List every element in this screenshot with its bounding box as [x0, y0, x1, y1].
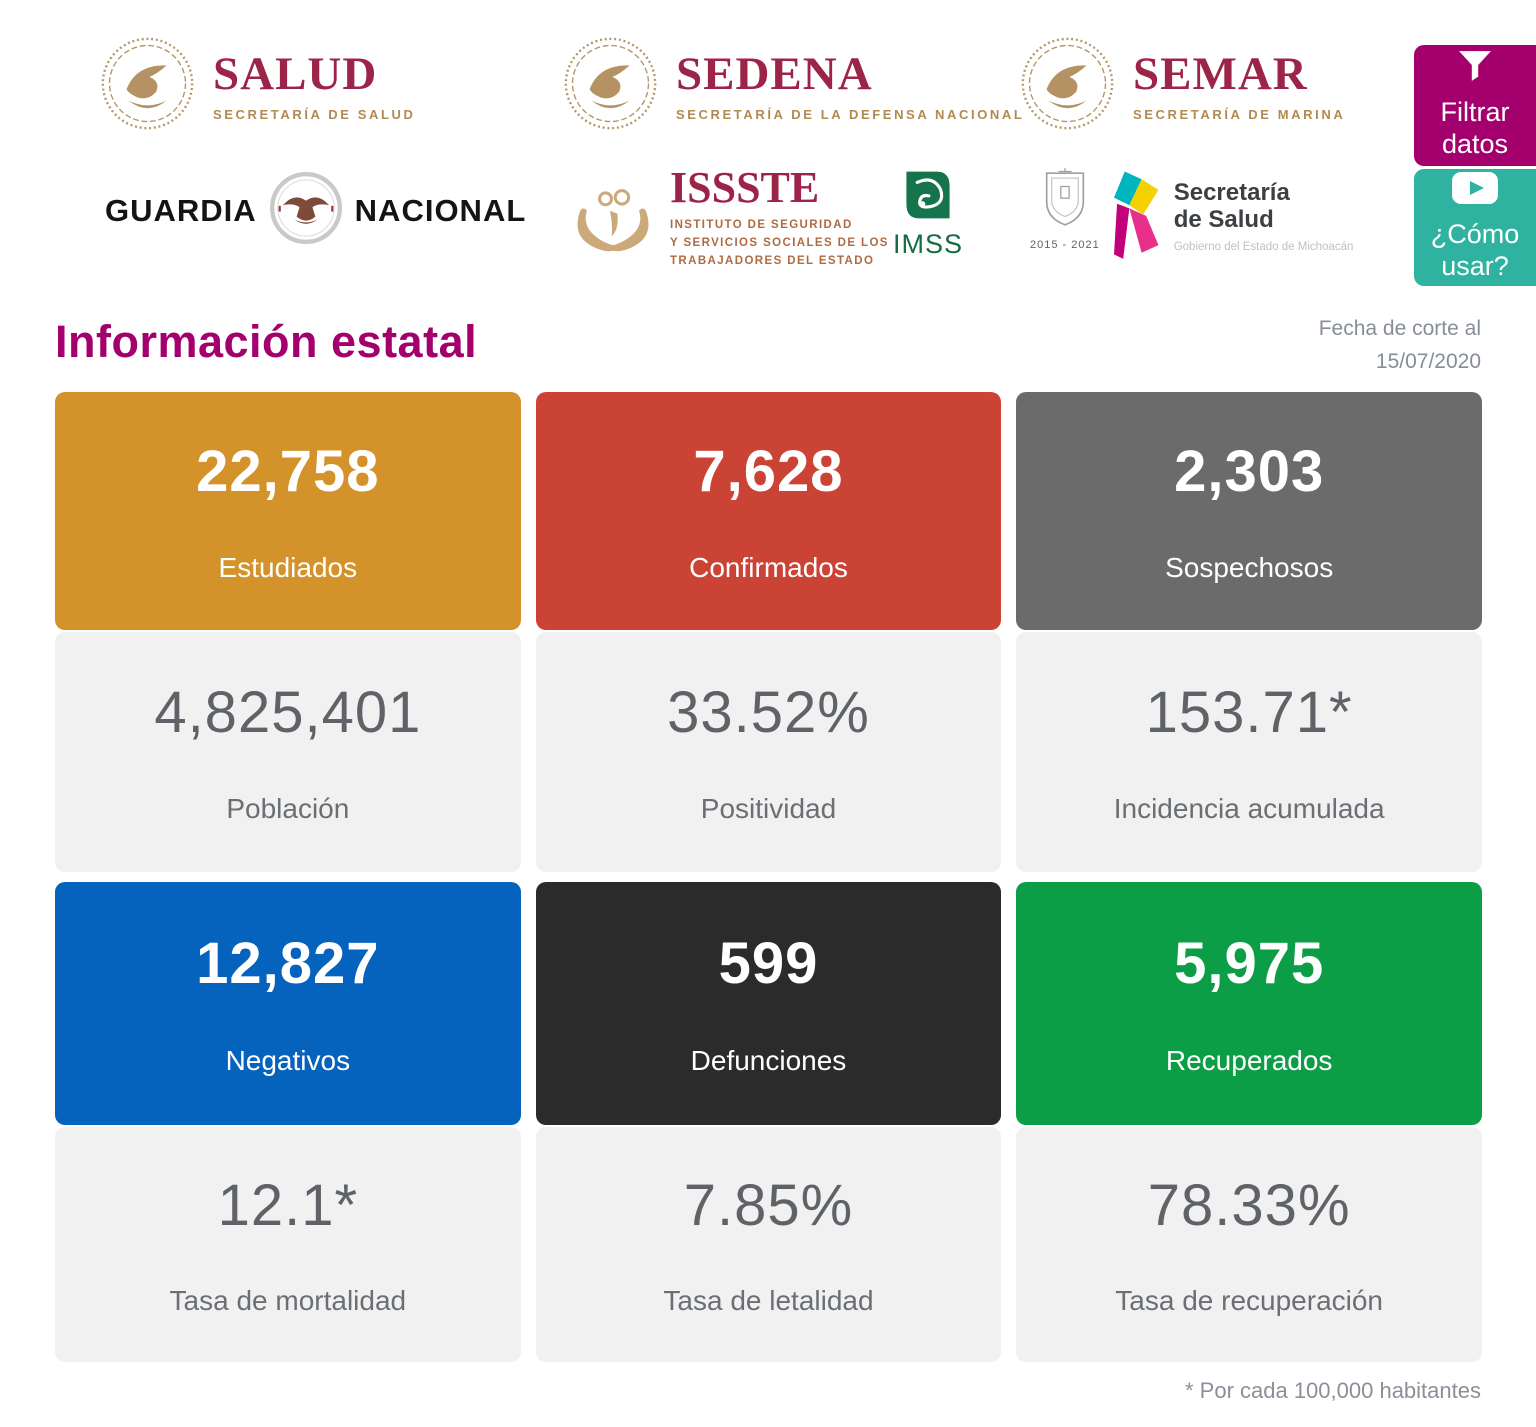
issste-subtitle-line1: INSTITUTO DE SEGURIDAD	[670, 219, 853, 231]
stat-label: Positividad	[700, 793, 837, 824]
mexico-eagle-seal-icon	[1020, 36, 1115, 136]
stat-value: 5,975	[1174, 931, 1325, 996]
guardia-word: GUARDIA	[105, 192, 257, 228]
stat-value: 7.85%	[683, 1173, 854, 1239]
logo-salud	[100, 36, 416, 136]
filter-data-label: Filtrar datos	[1440, 96, 1510, 160]
mexico-eagle-seal-icon	[100, 36, 195, 136]
stat-card-tasa-mortalidad	[55, 1127, 521, 1362]
imss-emblem-icon	[901, 168, 955, 227]
stat-label: Tasa de recuperación	[1115, 1284, 1384, 1316]
stat-card-confirmados	[536, 392, 1002, 630]
michoacan-crest-icon	[1040, 168, 1090, 235]
cutoff-date	[1319, 313, 1481, 378]
imss-wordmark: IMSS	[893, 229, 964, 259]
stat-card-negativos	[55, 882, 521, 1125]
michoacan-years: 2015 - 2021	[1030, 239, 1100, 251]
stat-value: 33.52%	[667, 680, 870, 745]
stat-label: Recuperados	[1165, 1045, 1333, 1076]
stat-label: Tasa de letalidad	[663, 1284, 874, 1316]
stat-card-sospechosos	[1016, 392, 1482, 630]
stat-value: 78.33%	[1147, 1173, 1351, 1239]
stat-card-positividad	[536, 632, 1002, 872]
stat-value: 2,303	[1174, 439, 1325, 505]
stat-value: 7,628	[693, 439, 844, 505]
michoacan-salud-line1: Secretaría	[1173, 179, 1290, 206]
nacional-word: NACIONAL	[354, 192, 527, 228]
stat-value: 4,825,401	[154, 680, 422, 745]
page-title: Información estatal	[55, 316, 478, 367]
guardia-nacional-seal-icon	[270, 172, 342, 249]
stats-grid	[55, 392, 1482, 1362]
stat-value: 153.71*	[1145, 680, 1353, 745]
stat-label: Sospechosos	[1165, 551, 1334, 583]
stat-label: Confirmados	[689, 551, 848, 583]
stat-card-tasa-letalidad	[536, 1127, 1002, 1362]
stat-label: Negativos	[225, 1045, 351, 1076]
stat-card-poblacion	[55, 632, 521, 872]
logo-semar	[1020, 36, 1345, 136]
stats-column-1	[55, 392, 521, 1362]
per-100k-footnote: * Por cada 100,000 habitantes	[1184, 1378, 1481, 1403]
issste-subtitle-line3: TRABAJADORES DEL ESTADO	[670, 254, 875, 267]
stat-card-estudiados	[55, 392, 521, 630]
stat-label: Incidencia acumulada	[1113, 793, 1385, 824]
stat-label: Estudiados	[218, 551, 358, 583]
salud-wordmark: SALUD	[213, 47, 378, 100]
sedena-wordmark: SEDENA	[676, 47, 873, 100]
issste-wordmark: ISSSTE	[670, 163, 820, 212]
semar-subtitle: SECRETARÍA DE MARINA	[1133, 106, 1346, 122]
stat-value: 12.1*	[217, 1173, 359, 1239]
stat-card-tasa-recuperacion	[1016, 1127, 1482, 1362]
filter-data-button[interactable]	[1414, 45, 1536, 166]
stat-value: 22,758	[196, 439, 380, 505]
stat-card-recuperados	[1016, 882, 1482, 1125]
stat-card-incidencia-acumulada	[1016, 632, 1482, 872]
how-to-use-label: ¿Cómo usar?	[1430, 218, 1520, 282]
logo-guardia-nacional	[105, 172, 526, 249]
logo-sedena	[563, 36, 1024, 136]
stat-label: Población	[226, 793, 350, 824]
salud-subtitle: SECRETARÍA DE SALUD	[213, 106, 416, 122]
logo-issste	[568, 163, 889, 270]
issste-subtitle-line2: Y SERVICIOS SOCIALES DE LOS	[670, 236, 889, 249]
michoacan-gov-subtitle: Gobierno del Estado de Michoacán	[1173, 240, 1354, 253]
michoacan-salud-line2: de Salud	[1173, 205, 1274, 233]
stat-label: Defunciones	[690, 1045, 847, 1076]
stats-column-3	[1016, 392, 1482, 1362]
michoacan-k-logo-icon	[1114, 168, 1160, 269]
sedena-subtitle: SECRETARÍA DE LA DEFENSA NACIONAL	[676, 106, 1025, 122]
stat-label: Tasa de mortalidad	[169, 1284, 407, 1316]
mexico-eagle-seal-icon	[563, 36, 658, 136]
how-to-use-button[interactable]	[1414, 169, 1536, 286]
issste-hands-icon	[568, 175, 658, 262]
funnel-icon	[1458, 50, 1492, 90]
semar-wordmark: SEMAR	[1133, 47, 1308, 100]
stats-column-2	[536, 392, 1002, 1362]
youtube-icon	[1452, 172, 1498, 212]
logo-imss	[893, 168, 963, 260]
stat-card-defunciones	[536, 882, 1002, 1125]
cutoff-date-value: 15/07/2020	[1375, 349, 1481, 373]
cutoff-date-label: Fecha de corte al	[1318, 317, 1481, 340]
stat-value: 599	[718, 931, 819, 996]
stat-value: 12,827	[196, 931, 380, 996]
logo-michoacan-salud	[1030, 168, 1353, 269]
